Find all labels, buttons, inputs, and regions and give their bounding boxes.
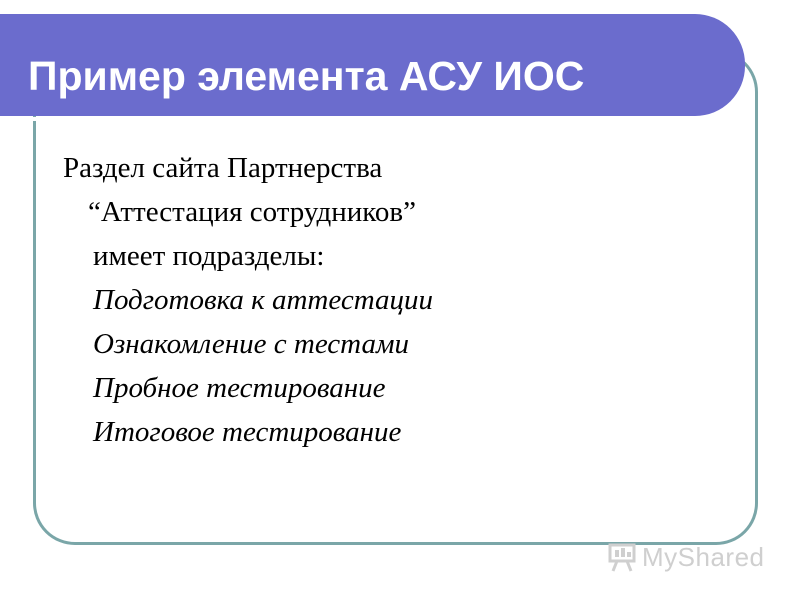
watermark [608, 540, 765, 574]
quoted-section-name: “Аттестация сотрудников” [88, 196, 416, 228]
watermark-text: MyShared [642, 541, 765, 572]
title-underline [0, 117, 706, 121]
subsection-item: Пробное тестирование [93, 372, 386, 404]
subsection-item: Подготовка к аттестации [93, 284, 434, 316]
slide-body [63, 146, 433, 454]
slide-title: Пример элемента АСУ ИОС [28, 53, 585, 99]
presentation-board-icon [608, 542, 636, 572]
subsection-item: Итоговое тестирование [93, 416, 402, 448]
subsection-item: Ознакомление с тестами [93, 328, 409, 360]
title-band [0, 14, 745, 116]
subsections-intro: имеет подразделы: [93, 240, 325, 272]
intro-line: Раздел сайта Партнерства [63, 152, 383, 184]
